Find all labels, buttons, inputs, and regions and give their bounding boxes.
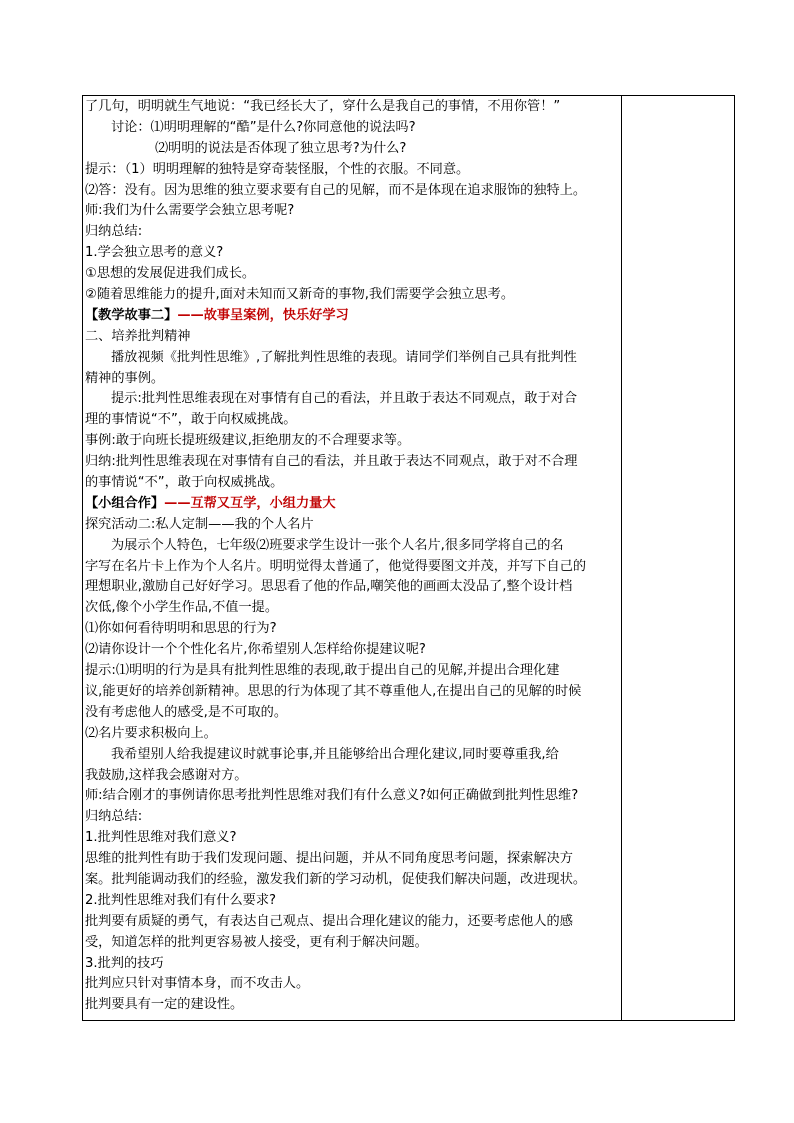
paragraph-line: 思维的批判性有助于我们发现问题、提出问题，并从不同角度思考问题，探索解决方 xyxy=(85,851,573,867)
summary-point: ①思想的发展促进我们成长。 xyxy=(85,266,256,282)
summary-item: 3.批判的技巧 xyxy=(85,955,164,971)
text-line: 了几句，明明就生气地说：“我已经长大了，穿什么是我自己的事情，不用你管！” xyxy=(85,99,561,114)
subsection-title: 二、培养批判精神 xyxy=(85,328,191,344)
paragraph-line: 我希望别人给我提建议时就事论事,并且能够给出合理化建议,同时要尊重我,给 xyxy=(111,746,559,762)
summary-item: 1.学会独立思考的意义? xyxy=(85,245,224,261)
paragraph-line: 受，知道怎样的批判更容易被人接受，更有利于解决问题。 xyxy=(85,934,428,950)
summary-item: 1.批判性思维对我们意义? xyxy=(85,830,237,846)
paragraph-line: 播放视频《批判性思维》,了解批判性思维的表现。请同学们举例自己具有批判性 xyxy=(111,349,577,365)
hint-line: 理的事情说“不”，敢于向权威挑战。 xyxy=(85,412,297,428)
paragraph-line: 我鼓励,这样我会感谢对方。 xyxy=(85,767,248,783)
discussion-question-2: ⑵明明的说法是否体现了独立思考?为什么? xyxy=(155,140,407,156)
summary-heading: 归纳总结: xyxy=(85,224,143,240)
hint-line: 议,能更好的培养创新精神。思思的行为体现了其不尊重他人,在提出自己的见解的时候 xyxy=(85,683,582,699)
paragraph-line: 字写在名片卡上作为个人名片。明明觉得太普通了，他觉得要图文并茂，并写下自己的 xyxy=(85,558,587,574)
hint-line: 提示:批判性思维表现在对事情有自己的看法，并且敢于表达不同观点，敢于对合 xyxy=(111,391,578,407)
paragraph-line: 次低,像个小学生作品,不值一提。 xyxy=(85,600,279,616)
summary-line: 的事情说“不”，敢于向权威挑战。 xyxy=(85,475,284,491)
paragraph-line: 批判要具有一定的建设性。 xyxy=(85,997,244,1013)
hint-line: 没有考虑他人的感受,是不可取的。 xyxy=(85,704,288,720)
teacher-question: 师:我们为什么需要学会独立思考呢? xyxy=(85,203,295,219)
activity-title: 探究活动二:私人定制——我的个人名片 xyxy=(85,516,314,532)
teacher-question: 师:结合刚才的事例请你思考批判性思维对我们有什么意义?如何正确做到批判性思维? xyxy=(85,788,579,804)
paragraph-line: 理想职业,激励自己好好学习。思思看了他的作品,嘲笑他的画画太没品了,整个设计档 xyxy=(85,579,573,595)
paragraph-line: 精神的事例。 xyxy=(85,370,165,386)
section-subtitle: ——故事呈案例，快乐好学习 xyxy=(177,307,349,323)
paragraph-line: 为展示个人特色，七年级⑵班要求学生设计一张个人名片,很多同学将自己的名 xyxy=(111,537,564,553)
section-tag: 【教学故事二】 xyxy=(85,307,178,323)
section-subtitle: ——互帮又互学，小组力量大 xyxy=(164,495,336,511)
section-heading-story-2 xyxy=(85,306,620,327)
hint-line: ⑵名片要求积极向上。 xyxy=(85,725,217,741)
main-content-cell xyxy=(85,97,620,1016)
paragraph-line: 批判要有质疑的勇气，有表达自己观点、提出合理化建议的能力，还要考虑他人的感 xyxy=(85,913,573,929)
section-tag: 【小组合作】 xyxy=(85,495,165,511)
example-line: 事例:敢于向班长提班级建议,拒绝朋友的不合理要求等。 xyxy=(85,433,411,449)
section-heading-group-work xyxy=(85,494,620,515)
hint-line: 提示：（1）明明理解的独特是穿奇装怪服，个性的衣服。不同意。 xyxy=(85,161,470,177)
summary-item: 2.批判性思维对我们有什么要求? xyxy=(85,892,277,908)
discussion-question-1: 讨论：⑴明明理解的“酷”是什么?你同意他的说法吗? xyxy=(111,119,416,135)
paragraph-line: 批判应只针对事情本身，而不攻击人。 xyxy=(85,976,310,992)
document-table xyxy=(82,95,735,1021)
question-line: ⑴你如何看待明明和思思的行为? xyxy=(85,621,277,637)
summary-line: 归纳:批判性思维表现在对事情有自己的看法，并且敢于表达不同观点，敢于对不合理 xyxy=(85,454,578,470)
summary-heading: 归纳总结: xyxy=(85,809,143,825)
paragraph-line: 案。批判能调动我们的经验，激发我们新的学习动机，促使我们解决问题，改进现状。 xyxy=(85,871,587,887)
answer-line: ⑵答：没有。因为思维的独立要求要有自己的见解，而不是体现在追求服饰的独特上。 xyxy=(85,182,587,198)
column-divider xyxy=(621,96,622,1020)
summary-point: ②随着思维能力的提升,面对未知而又新奇的事物,我们需要学会独立思考。 xyxy=(85,287,515,303)
question-line: ⑵请你设计一个个性化名片,你希望别人怎样给你提建议呢? xyxy=(85,642,426,658)
hint-line: 提示:⑴明明的行为是具有批判性思维的表现,敢于提出自己的见解,并提出合理化建 xyxy=(85,663,560,679)
